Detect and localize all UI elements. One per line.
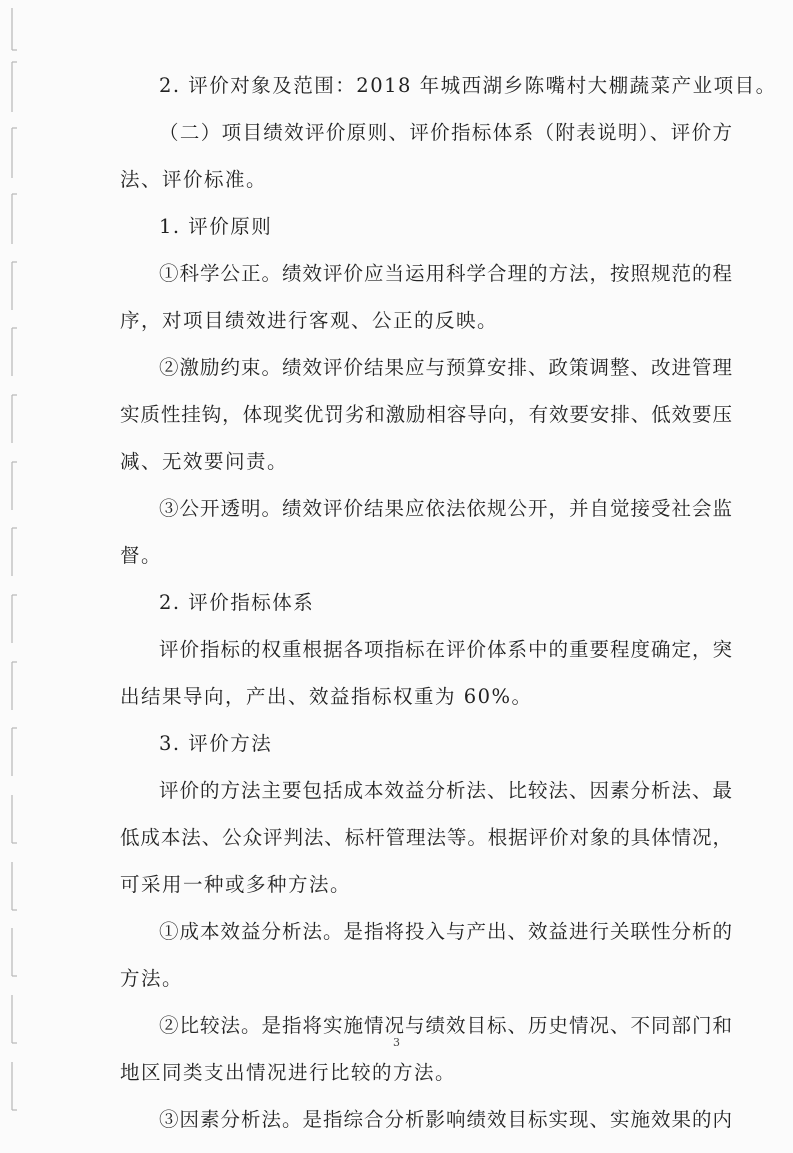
text-line: 可采用一种或多种方法。: [120, 873, 352, 896]
section-heading: 1. 评价原则: [159, 215, 273, 238]
text-line: 低成本法、公众评判法、标杆管理法等。根据评价对象的具体情况，: [120, 826, 732, 849]
text-line: ③因素分析法。是指综合分析影响绩效目标实现、实施效果的内: [159, 1108, 732, 1131]
text-line: （二）项目绩效评价原则、评价指标体系（附表说明）、评价方: [159, 121, 732, 144]
section-heading: 2. 评价指标体系: [159, 591, 315, 614]
binding-marks-drawing: [0, 0, 30, 1121]
text-line: ①成本效益分析法。是指将投入与产出、效益进行关联性分析的: [159, 920, 732, 943]
text-line: ②比较法。是指将实施情况与绩效目标、历史情况、不同部门和: [159, 1014, 732, 1037]
text-line: ①科学公正。绩效评价应当运用科学合理的方法，按照规范的程: [159, 262, 732, 285]
text-line: 减、无效要问责。: [120, 450, 289, 473]
text-line: 评价的方法主要包括成本效益分析法、比较法、因素分析法、最: [159, 779, 732, 802]
section-heading: 3. 评价方法: [159, 732, 273, 755]
text-line: 出结果导向，产出、效益指标权重为 60%。: [120, 685, 533, 708]
binding-hole-marks: [0, 0, 30, 1121]
text-line: ③公开透明。绩效评价结果应依法依规公开，并自觉接受社会监: [159, 497, 732, 520]
text-line: ②激励约束。绩效评价结果应与预算安排、政策调整、改进管理: [159, 356, 732, 379]
page-number: 3: [393, 1036, 400, 1049]
text-line: 法、评价标准。: [120, 168, 268, 191]
text-line: 地区同类支出情况进行比较的方法。: [120, 1061, 457, 1084]
text-line: 方法。: [120, 967, 184, 990]
text-line: 评价指标的权重根据各项指标在评价体系中的重要程度确定，突: [159, 638, 732, 661]
text-line: 实质性挂钩，体现奖优罚劣和激励相容导向，有效要安排、低效要压: [120, 403, 732, 426]
text-line: 2. 评价对象及范围：2018 年城西湖乡陈嘴村大棚蔬菜产业项目。: [159, 74, 777, 97]
text-line: 督。: [120, 544, 163, 567]
text-line: 序，对项目绩效进行客观、公正的反映。: [120, 309, 499, 332]
document-body: [120, 72, 777, 1153]
